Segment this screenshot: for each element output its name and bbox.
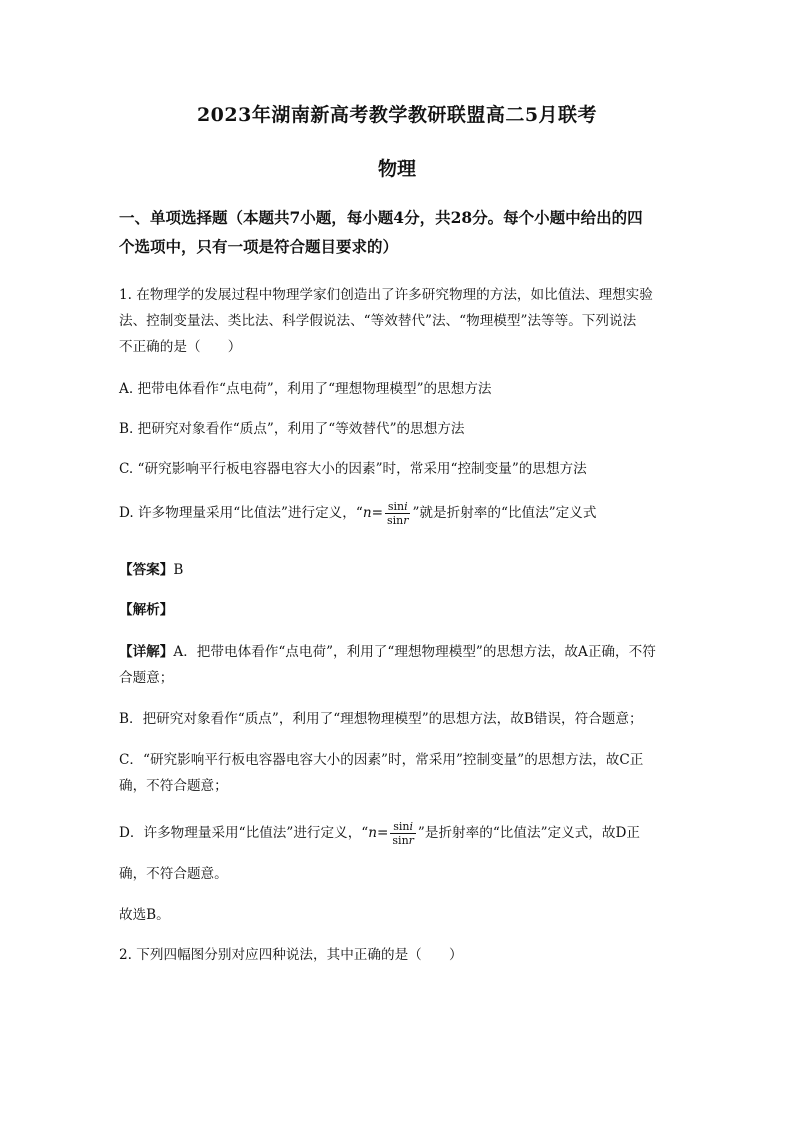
section-heading-line1: 一、单项选择题（本题共7小题，每小题4分，共28分。每个小题中给出的四 (119, 208, 643, 227)
formula-numerator-2: sin (393, 820, 410, 833)
detail-a-line1 (119, 640, 656, 660)
formula-numerator: sin (387, 500, 405, 513)
formula-denominator-var-2: r (408, 834, 414, 847)
detail-a-line2: 合题意； (119, 670, 174, 686)
answer-value: B (173, 562, 184, 578)
formula-denominator-var: r (403, 514, 409, 527)
detail-d-line2: 确，不符合题意。 (119, 866, 228, 882)
q1-option-d-prefix: D. 许多物理量采用“比值法”进行定义，“ (119, 505, 363, 521)
q1-stem-line1: 1. 在物理学的发展过程中物理学家们创造出了许多研究物理的方法，如比值法、理想实验 (119, 287, 653, 303)
refraction-index-formula-2 (390, 820, 416, 847)
detail-label: 【详解】 (119, 644, 174, 660)
conclusion: 故选B。 (119, 907, 170, 923)
refraction-index-formula (385, 500, 411, 527)
detail-a-text: A．把带电体看作“点电荷”，利用了“理想物理模型”的思想方法，故A正确，不符 (173, 644, 656, 660)
formula-lhs: n (362, 505, 372, 521)
q1-option-d (119, 500, 596, 527)
answer-label: 【答案】 (119, 562, 174, 578)
formula-eq: = (371, 505, 383, 521)
q1-stem-line2: 法、控制变量法、类比法、科学假说法、“等效替代”法、“物理模型”法等等。下列说法 (119, 313, 637, 329)
detail-d-prefix: D．许多物理量采用“比值法”进行定义，“ (119, 825, 369, 841)
formula-lhs-2: n (368, 825, 378, 841)
q1-stem-line3: 不正确的是（ ） (119, 339, 242, 355)
detail-d-line1 (119, 820, 640, 847)
section-heading-line2: 个选项中，只有一项是符合题目要求的） (119, 237, 399, 256)
formula-denominator: sin (386, 514, 404, 527)
detail-c-line2: 确，不符合题意； (119, 778, 228, 794)
q2-stem: 2. 下列四幅图分别对应四种说法，其中正确的是（ ） (119, 947, 463, 963)
analysis-label: 【解析】 (119, 602, 174, 618)
detail-c-line1: C．“研究影响平行板电容器电容大小的因素”时，常采用”控制变量”的思想方法，故C正 (119, 752, 644, 768)
detail-d-suffix: ”是折射率的“比值法”定义式，故D正 (417, 825, 640, 841)
formula-numerator-var-2: i (409, 820, 414, 833)
answer-line (119, 558, 183, 578)
detail-b: B．把研究对象看作“质点”，利用了“理想物理模型”的思想方法，故B错误，符合题意； (119, 711, 643, 727)
formula-denominator-2: sin (392, 834, 409, 847)
q1-option-c: C. “研究影响平行板电容器电容大小的因素”时，常采用“控制变量”的思想方法 (119, 461, 587, 477)
q1-option-b: B. 把研究对象看作“质点”，利用了“等效替代”的思想方法 (119, 421, 465, 437)
formula-eq-2: = (377, 825, 389, 841)
q1-option-d-suffix: ”就是折射率的“比值法”定义式 (412, 505, 597, 521)
formula-numerator-var: i (404, 500, 408, 513)
document-title: 2023年湖南新高考教学教研联盟高二5月联考 (196, 104, 598, 126)
q1-option-a: A. 把带电体看作“点电荷”，利用了“理想物理模型”的思想方法 (119, 381, 492, 397)
subject-title: 物理 (377, 158, 416, 180)
